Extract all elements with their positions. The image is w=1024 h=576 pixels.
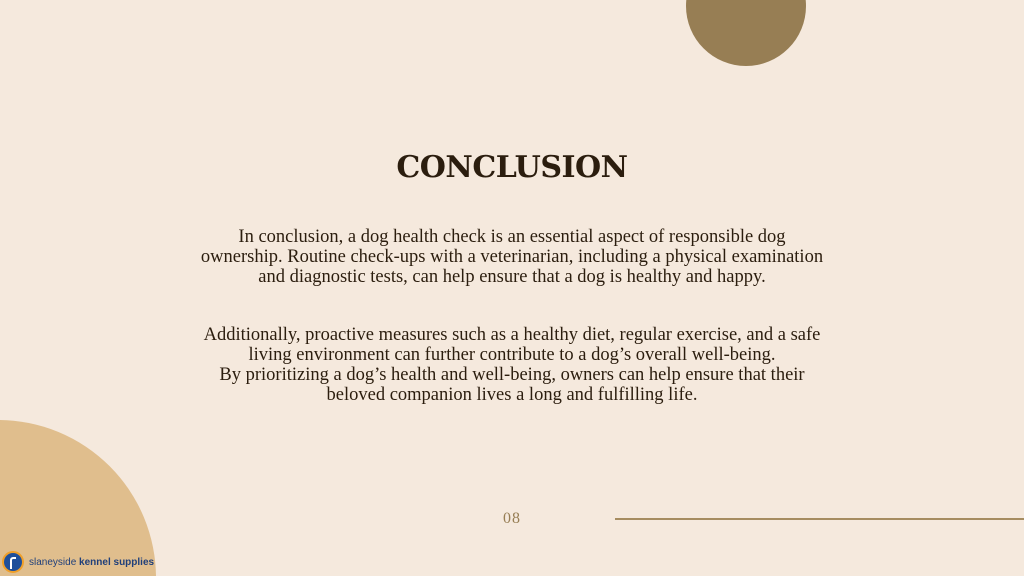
horizontal-divider	[615, 518, 1024, 520]
paragraph-intro: In conclusion, a dog health check is an essential aspect of responsible dog ownership. Routine check-ups with a veterinarian, including a physical examination and diagnostic tests, can help ensure that a dog is healthy and happy.	[200, 227, 824, 287]
slide-title: CONCLUSION	[396, 150, 628, 185]
paragraph-additional-line1: Additionally, proactive measures such as a healthy diet, regular exercise, and a safe living environment can further contribute to a dog’s overall well-being.	[203, 325, 821, 365]
logo-text	[29, 557, 154, 568]
paragraph-additional-line2: By prioritizing a dog’s health and well-being, owners can help ensure that their beloved companion lives a long and fulfilling life.	[219, 365, 805, 405]
logo-name-light: slaneyside	[29, 556, 77, 568]
logo-name-bold: kennel supplies	[79, 556, 155, 568]
logo-mark-icon	[2, 551, 24, 573]
paragraph-additional	[200, 325, 824, 405]
brand-logo	[2, 550, 154, 574]
decorative-circle-top	[686, 0, 806, 66]
page-number: 08	[503, 510, 521, 527]
